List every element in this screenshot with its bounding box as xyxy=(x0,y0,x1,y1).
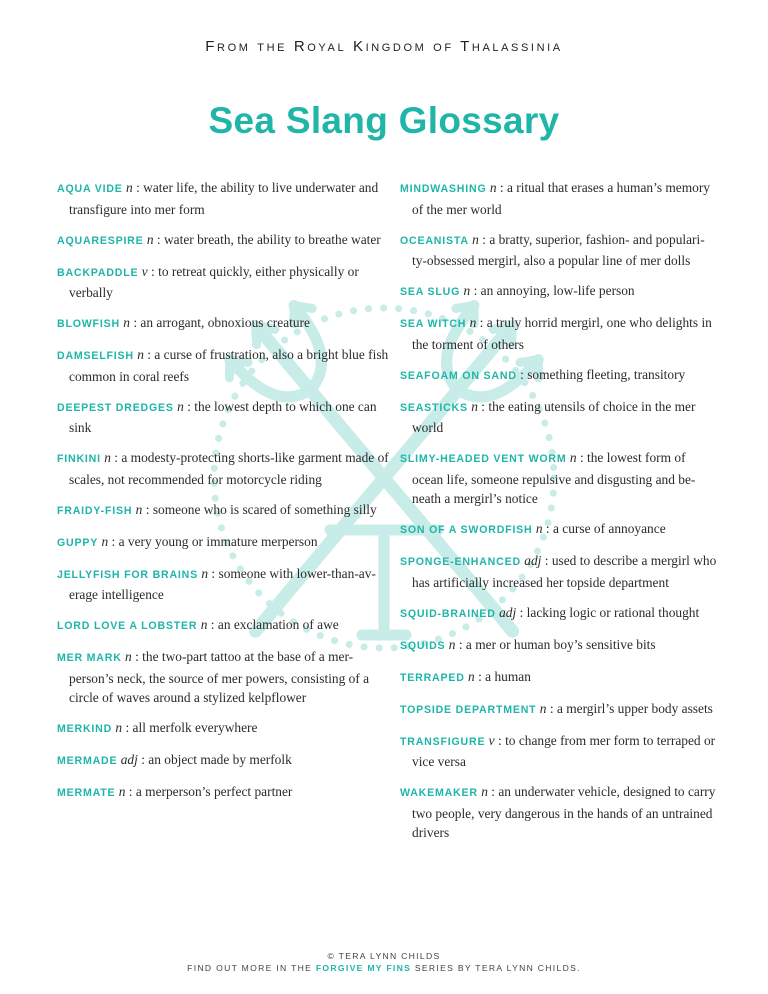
part-of-speech: n xyxy=(472,231,479,247)
glossary-entry: MERMATE n : a merperson’s perfect partner xyxy=(57,784,293,799)
definition: a curse of annoyance xyxy=(553,521,666,536)
glossary-term: WAKEMAKER xyxy=(400,787,478,799)
definition: a mer or human boy’s sensitive bits xyxy=(465,636,656,652)
kingdom-heading: From the Royal Kingdom of Thalassinia xyxy=(205,38,563,55)
glossary-term: FRAIDY-FISH xyxy=(57,504,133,517)
glossary-entry: TERRAPED n : a human xyxy=(400,668,531,684)
glossary-entry: FINKINI n : a modesty-protecting shorts-like garment made of scales, not recommended for motorcycle riding xyxy=(57,450,389,487)
glossary-entry: MERKIND n : all merfolk everywhere xyxy=(57,720,258,735)
definition: someone who is scared of something silly xyxy=(152,501,377,517)
definition: lacking logic or rational thought xyxy=(526,604,700,620)
definition: an exclamation of awe xyxy=(217,617,339,632)
part-of-speech: n xyxy=(468,668,475,684)
glossary-term: SON OF A SWORDFISH xyxy=(400,524,533,536)
part-of-speech: n xyxy=(104,450,111,465)
glossary-entry: SPONGE-ENHANCED adj : used to describe a mergirl who has artificially increased her topside department xyxy=(400,553,717,590)
definition: a human xyxy=(485,668,531,684)
part-of-speech: n xyxy=(469,315,477,330)
glossary-term: FINKINI xyxy=(57,453,101,465)
definition: water life, the ability to live underwater and transfigure into mer form xyxy=(69,180,379,217)
part-of-speech: v xyxy=(488,732,495,748)
part-of-speech: v xyxy=(141,263,148,279)
definition: an underwater vehicle, designed to carry two people, very dangerous in the hands of an untrained drivers xyxy=(412,784,716,840)
definition: a modesty-protecting shorts-like garment made of scales, not recommended for motorcycle riding xyxy=(69,450,389,487)
glossary-term: GUPPY xyxy=(57,536,99,549)
glossary-term: MERMATE xyxy=(57,787,116,799)
part-of-speech: n xyxy=(539,700,547,716)
definition: someone with lower-than-av-erage intelligence xyxy=(69,565,376,602)
part-of-speech: n xyxy=(200,617,208,632)
part-of-speech: n xyxy=(126,180,133,195)
glossary-term: SEA WITCH xyxy=(400,318,467,330)
glossary-entry: SLIMY-HEADED VENT WORM n : the lowest form of ocean life, someone repulsive and disgusting and be-neath a mergirl’s notice xyxy=(400,450,696,506)
glossary-entry: AQUARESPIRE n : water breath, the ability to breathe water xyxy=(57,231,381,247)
glossary-entry: AQUA VIDE n : water life, the ability to live underwater and transfigure into mer form xyxy=(57,180,379,217)
part-of-speech: n xyxy=(177,398,184,414)
part-of-speech: n xyxy=(135,501,143,517)
definition: an annoying, low-life person xyxy=(480,283,635,298)
glossary-term: SPONGE-ENHANCED xyxy=(400,556,521,568)
glossary-term: BLOWFISH xyxy=(57,318,120,330)
glossary-term: MINDWASHING xyxy=(400,183,487,195)
glossary-entry: SEAFOAM ON SAND : something fleeting, transitory xyxy=(400,366,686,382)
page-title: Sea Slang Glossary xyxy=(208,100,560,141)
glossary-entry: SQUID-BRAINED adj : lacking logic or rational thought xyxy=(400,604,700,620)
glossary-entry: SQUIDS n : a mer or human boy’s sensitive bits xyxy=(400,636,656,652)
definition: all merfolk everywhere xyxy=(132,720,258,735)
glossary-entry: DAMSELFISH n : a curse of frustration, also a bright blue fish common in coral reefs xyxy=(57,347,389,384)
definition: a mergirl’s upper body assets xyxy=(556,700,713,716)
part-of-speech: n xyxy=(125,649,132,664)
glossary-left-column xyxy=(57,178,392,814)
glossary-term: SEA SLUG xyxy=(400,286,461,298)
definition: the two-part tattoo at the base of a mer-person’s neck, the source of mer powers, consisting of a circle of waves around a stylized kelpflower xyxy=(69,649,370,705)
glossary-entry: MER MARK n : the two-part tattoo at the base of a mer-person’s neck, the source of mer powers, consisting of a circle of waves around a stylized kelpflower xyxy=(57,649,370,705)
glossary-entry: LORD LOVE A LOBSTER n : an exclamation of awe xyxy=(57,617,339,632)
glossary-term: AQUARESPIRE xyxy=(57,234,144,247)
definition: the lowest depth to which one can sink xyxy=(69,398,377,435)
footer-copyright: © TERA LYNN CHILDS xyxy=(327,951,441,961)
footer-more-prefix: FIND OUT MORE IN THE xyxy=(187,963,313,973)
definition: an arrogant, obnoxious creature xyxy=(140,315,310,330)
part-of-speech: n xyxy=(201,565,209,581)
glossary-term: MER MARK xyxy=(57,652,122,664)
glossary-entry: SEA SLUG n : an annoying, low-life person xyxy=(400,283,635,298)
glossary-term: AQUA VIDE xyxy=(57,183,123,195)
glossary-entry: DEEPEST DREDGES n : the lowest depth to which one can sink xyxy=(57,398,377,435)
part-of-speech: adj xyxy=(499,604,517,620)
glossary-term: SQUIDS xyxy=(400,639,446,652)
part-of-speech: adj xyxy=(524,553,542,568)
glossary-entry: GUPPY n : a very young or immature merperson xyxy=(57,533,318,549)
glossary-term: SEAFOAM ON SAND xyxy=(400,369,517,382)
glossary-term: BACKPADDLE xyxy=(57,266,139,279)
part-of-speech: n xyxy=(569,450,577,465)
glossary-term: SEASTICKS xyxy=(400,401,468,414)
glossary-entry: BACKPADDLE v : to retreat quickly, either physically or verbally xyxy=(57,263,359,300)
definition: to retreat quickly, either physically or verbally xyxy=(69,263,359,300)
glossary-term: TERRAPED xyxy=(400,671,465,684)
definition: a merperson’s perfect partner xyxy=(135,784,293,799)
part-of-speech: n xyxy=(448,636,456,652)
definition: a very young or immature merperson xyxy=(118,533,318,549)
definition: a curse of frustration, also a bright blue fish common in coral reefs xyxy=(69,347,389,384)
glossary-term: DEEPEST DREDGES xyxy=(57,401,174,414)
glossary-entry: WAKEMAKER n : an underwater vehicle, designed to carry two people, very dangerous in the hands of an untrained drivers xyxy=(400,784,716,840)
part-of-speech: n xyxy=(481,784,488,799)
definition: a truly horrid mergirl, one who delights in the torment of others xyxy=(412,315,712,352)
part-of-speech: n xyxy=(123,315,130,330)
glossary-entry: OCEANISTA n : a bratty, superior, fashion- and populari-ty-obsessed mergirl, also a popular line of mer dolls xyxy=(400,231,705,268)
definition: a bratty, superior, fashion- and populari-ty-obsessed mergirl, also a popular line of mer dolls xyxy=(412,231,705,268)
part-of-speech: adj xyxy=(120,752,138,767)
definition: the eating utensils of choice in the mer world xyxy=(412,398,696,435)
glossary-entry: TRANSFIGURE v : to change from mer form to terraped or vice versa xyxy=(400,732,716,769)
glossary-entry: SON OF A SWORDFISH n : a curse of annoyance xyxy=(400,521,666,536)
glossary-term: MERKIND xyxy=(57,723,113,735)
part-of-speech: n xyxy=(118,784,126,799)
glossary-entry: BLOWFISH n : an arrogant, obnoxious creature xyxy=(57,315,310,330)
footer-more-line xyxy=(0,962,768,974)
glossary-entry: TOPSIDE DEPARTMENT n : a mergirl’s upper body assets xyxy=(400,700,713,716)
definition: water breath, the ability to breathe water xyxy=(164,231,381,247)
definition: something fleeting, transitory xyxy=(527,366,686,382)
glossary-term: LORD LOVE A LOBSTER xyxy=(57,620,198,632)
glossary-term: TOPSIDE DEPARTMENT xyxy=(400,703,537,716)
part-of-speech: n xyxy=(146,231,154,247)
glossary-term: OCEANISTA xyxy=(400,234,469,247)
footer-more-suffix: SERIES BY TERA LYNN CHILDS. xyxy=(414,963,581,973)
glossary-term: SLIMY-HEADED VENT WORM xyxy=(400,453,567,465)
definition: a ritual that erases a human’s memory of the mer world xyxy=(412,180,711,217)
glossary-term: JELLYFISH FOR BRAINS xyxy=(57,568,198,581)
glossary-term: DAMSELFISH xyxy=(57,350,134,362)
glossary-term: MERMADE xyxy=(57,755,118,767)
glossary-term: SQUID-BRAINED xyxy=(400,607,496,620)
footer xyxy=(0,950,768,974)
part-of-speech: n xyxy=(471,398,478,414)
glossary-entry: MINDWASHING n : a ritual that erases a human’s memory of the mer world xyxy=(400,180,711,217)
part-of-speech: n xyxy=(137,347,144,362)
part-of-speech: n xyxy=(535,521,543,536)
glossary-entry: SEA WITCH n : a truly horrid mergirl, one who delights in the torment of others xyxy=(400,315,712,352)
glossary-entry: JELLYFISH FOR BRAINS n : someone with lower-than-av-erage intelligence xyxy=(57,565,376,602)
footer-series-name: FORGIVE MY FINS xyxy=(315,963,412,973)
part-of-speech: n xyxy=(489,180,497,195)
glossary-entry: FRAIDY-FISH n : someone who is scared of something silly xyxy=(57,501,377,517)
definition: to change from mer form to terraped or vice versa xyxy=(412,732,716,769)
glossary-right-column xyxy=(400,178,718,853)
glossary-entry: SEASTICKS n : the eating utensils of choice in the mer world xyxy=(400,398,696,435)
glossary-entry: MERMADE adj : an object made by merfolk xyxy=(57,752,292,767)
part-of-speech: n xyxy=(101,533,109,549)
definition: the lowest form of ocean life, someone repulsive and disgusting and be-neath a mergirl’s notice xyxy=(412,450,696,506)
part-of-speech: n xyxy=(463,283,471,298)
glossary-term: TRANSFIGURE xyxy=(400,735,486,748)
definition: an object made by merfolk xyxy=(148,752,292,767)
definition: used to describe a mergirl who has artificially increased her topside department xyxy=(412,553,717,590)
part-of-speech: n xyxy=(115,720,123,735)
